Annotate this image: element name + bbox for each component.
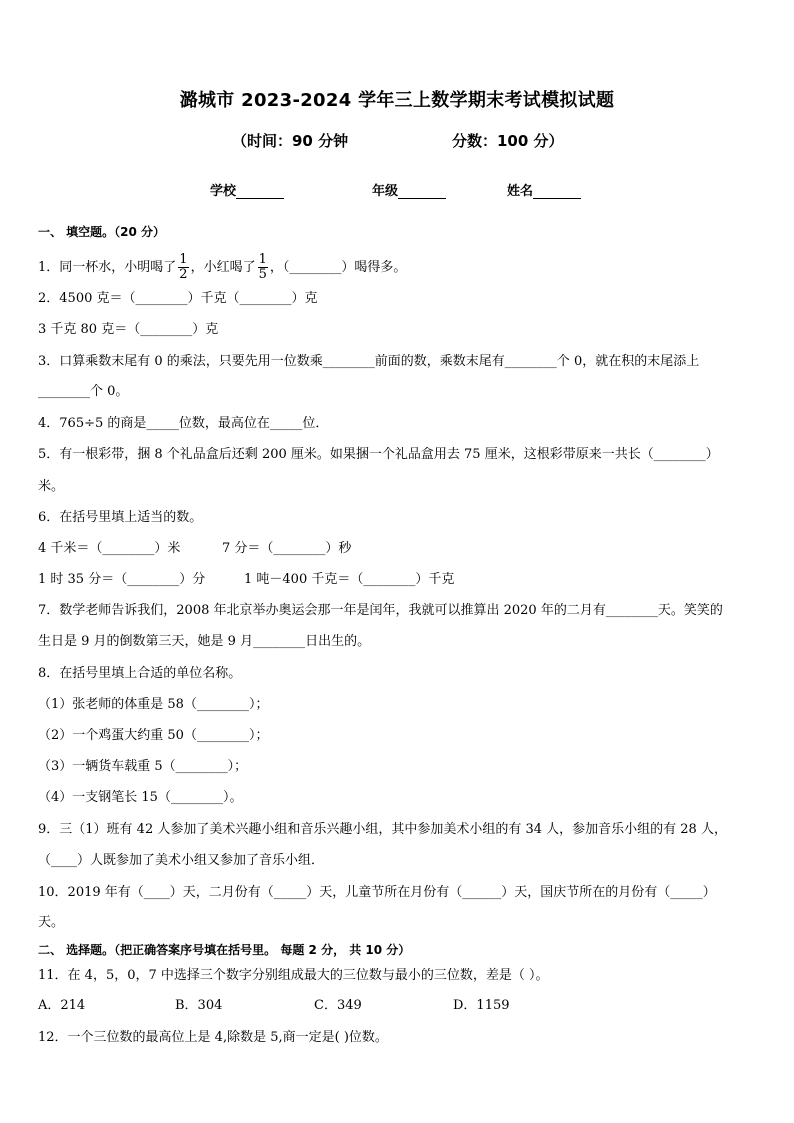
option-c[interactable]: C．349 <box>314 998 362 1013</box>
question-2-part-b: 3 千克 80 克＝（________）克 <box>38 322 219 337</box>
question-4: 4．765÷5 的商是_____位数，最高位在_____位． <box>38 416 329 431</box>
question-2-part-a: 2．4500 克＝（________）千克（________）克 <box>38 291 318 306</box>
option-d[interactable]: D．1159 <box>453 998 510 1013</box>
exam-score: 分数：100 分） <box>452 132 564 150</box>
question-6: 6．在括号里填上适当的数。 <box>38 510 203 525</box>
name-blank[interactable] <box>533 184 581 199</box>
page-title: 潞城市 2023-2024 学年三上数学期末考试模拟试题 <box>179 90 615 111</box>
q6-item-3: 1 时 35 分＝（________）分 <box>38 572 206 587</box>
q6-item-1: 4 千米＝（________）米 <box>38 541 181 556</box>
question-8-item-2: （2）一个鸡蛋大约重 50（________）； <box>38 728 269 743</box>
question-7-line-1: 7．数学老师告诉我们，2008 年北京举办奥运会那一年是闰年，我就可以推算出 2020 年的二月有________天。笑笑的 <box>38 603 723 618</box>
question-8-item-4: （4）一支钢笔长 15（________）。 <box>38 790 243 805</box>
section-1-heading: 一、 填空题。（20 分） <box>38 225 166 239</box>
name-field[interactable] <box>507 180 581 199</box>
question-8: 8．在括号里填上合适的单位名称。 <box>38 666 242 681</box>
q6-item-4: 1 吨－400 千克＝（________）千克 <box>244 572 455 587</box>
question-10-line-2: 天。 <box>38 915 65 930</box>
question-5-line-2: 米。 <box>38 479 65 494</box>
question-6-row-2 <box>38 571 455 589</box>
exam-time: （时间：90 分钟 <box>232 132 349 150</box>
school-label: 学校 <box>210 184 237 199</box>
option-a[interactable]: A．214 <box>38 998 86 1013</box>
fraction-one-fifth <box>258 253 268 282</box>
school-blank[interactable] <box>236 184 284 199</box>
q1-text-b: ，小红喝了 <box>190 260 256 275</box>
q1-text-c: ，（________）喝得多。 <box>269 260 407 275</box>
fraction-denominator: 2 <box>179 267 188 282</box>
question-1 <box>38 253 406 282</box>
question-8-item-3: （3）一辆货车载重 5（________）； <box>38 759 248 774</box>
question-5-line-1: 5．有一根彩带，捆 8 个礼品盒后还剩 200 厘米。如果捆一个礼品盒用去 75 厘米，这根彩带原来一共长（________） <box>38 447 719 462</box>
question-11-options <box>38 997 558 1015</box>
question-3-line-2: ________个 0。 <box>38 384 129 399</box>
grade-field[interactable] <box>372 180 446 199</box>
question-12: 12．一个三位数的最高位上是 4,除数是 5,商一定是( )位数。 <box>38 1030 388 1045</box>
section-2-heading: 二、 选择题。（把正确答案序号填在括号里。 每题 2 分， 共 10 分） <box>38 943 411 957</box>
fraction-one-half <box>178 253 188 282</box>
question-6-row-1 <box>38 540 352 558</box>
grade-label: 年级 <box>372 184 399 199</box>
question-9-line-1: 9．三（1）班有 42 人参加了美术兴趣小组和音乐兴趣小组，其中参加美术小组的有 34 人，参加音乐小组的有 28 人， <box>38 822 727 837</box>
grade-blank[interactable] <box>398 184 446 199</box>
q1-text-a: 1．同一杯水，小明喝了 <box>38 260 177 275</box>
name-label: 姓名 <box>507 184 534 199</box>
fraction-denominator: 5 <box>258 267 267 282</box>
q6-item-2: 7 分＝（________）秒 <box>222 541 352 556</box>
school-field[interactable] <box>210 180 284 199</box>
question-7-line-2: 生日是 9 月的倒数第三天，她是 9 月________日出生的。 <box>38 634 371 649</box>
fraction-numerator: 1 <box>179 252 188 267</box>
question-8-item-1: （1）张老师的体重是 58（________）； <box>38 697 269 712</box>
fraction-numerator: 1 <box>258 252 267 267</box>
question-10-line-1: 10．2019 年有（____）天，二月份有（_____）天，儿童节所在月份有（______）天，国庆节所在的月份有（_____） <box>38 885 716 900</box>
question-9-line-2: （____）人既参加了美术小组又参加了音乐小组． <box>38 853 325 868</box>
question-11: 11．在 4，5，0，7 中选择三个数字分别组成最大的三位数与最小的三位数，差是（ ）。 <box>38 968 549 983</box>
option-b[interactable]: B．304 <box>175 998 223 1013</box>
question-3-line-1: 3．口算乘数末尾有 0 的乘法，只要先用一位数乘________前面的数，乘数末尾有________个 0，就在积的末尾添上 <box>38 354 700 369</box>
